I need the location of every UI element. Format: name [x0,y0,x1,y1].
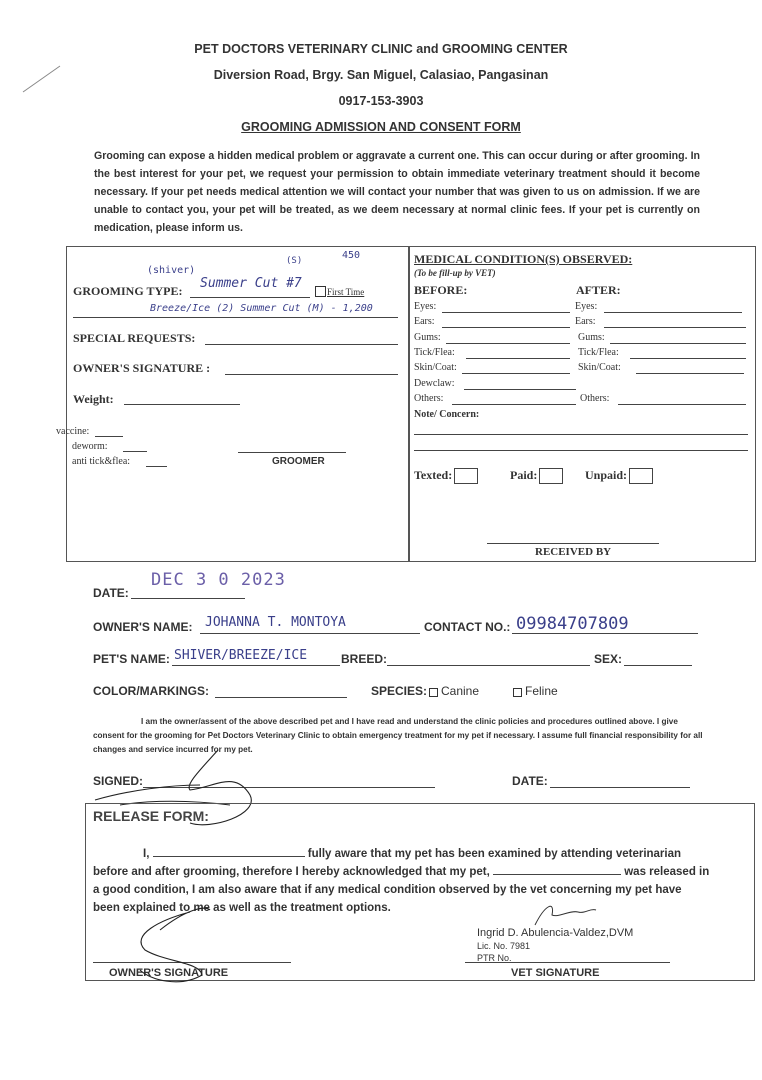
groomer-line [238,452,346,453]
after-row: Gums: [578,332,605,343]
canine-checkbox[interactable] [429,688,438,697]
owner-name-value: JOHANNA T. MONTOYA [205,615,346,630]
before-row: Tick/Flea: [414,347,455,358]
color-line[interactable] [215,697,347,698]
special-requests-label: SPECIAL REQUESTS: [73,331,196,345]
feline-checkbox[interactable] [513,688,522,697]
signed-label: SIGNED: [93,774,144,788]
vet-signature-scribble [530,900,600,930]
first-time-checkbox[interactable] [315,286,326,297]
release-i-label: I, [143,848,150,860]
release-text-1: fully aware that my pet has been examined by attending veterinarian [307,848,682,860]
signed-date-line[interactable] [550,787,690,788]
consent-paragraph: I am the owner/assent of the above described pet and I have read and understand the clinic policies and procedures outlined above. I give consent for the grooming for Pet Doctors Veterinary Clinic to obtain emergency treatment for my pet if necessary. I assume full financial responsibility for all changes and service incurred for my pet. [93,717,703,754]
before-line[interactable] [466,358,570,359]
release-text-2: before and after grooming, therefore I hereby acknowledged that my pet, [93,866,490,878]
received-by-line[interactable] [487,543,659,544]
breed-label: BREED: [341,652,388,666]
unpaid-label: Unpaid: [585,468,628,482]
release-text-4: a good condition, I am also aware that if any medical condition observed by the vet concerning my pet have [93,884,682,896]
date-label: DATE: [93,586,129,600]
deworm-label: deworm: [72,441,108,452]
after-line[interactable] [630,358,746,359]
pet-name-label: PET'S NAME: [93,652,170,666]
vet-signature-label: VET SIGNATURE [511,967,600,979]
after-row: Others: [580,393,610,404]
clinic-name: PET DOCTORS VETERINARY CLINIC and GROOMING CENTER [194,42,568,56]
after-row: Skin/Coat: [578,362,621,373]
price-one: 450 [342,250,361,261]
before-row: Gums: [414,332,441,343]
release-name-blank[interactable] [153,845,305,857]
unpaid-checkbox[interactable] [629,468,653,484]
anti-tick-label: anti tick&flea: [72,456,131,467]
before-line[interactable] [442,312,570,313]
note-line[interactable] [414,434,748,435]
paid-label: Paid: [510,468,538,482]
note-line[interactable] [414,450,748,451]
signed-date-label: DATE: [512,774,548,788]
after-label: AFTER: [576,283,621,297]
before-line[interactable] [462,373,570,374]
owner-name-label: OWNER'S NAME: [93,620,193,634]
color-label: COLOR/MARKINGS: [93,684,209,698]
before-label: BEFORE: [414,283,468,297]
grooming-type-value: Summer Cut #7 [200,276,302,291]
before-line[interactable] [452,404,576,405]
grooming-second-line: Breeze/Ice (2) Summer Cut (M) - 1,200 [150,303,373,314]
first-time-label: First Time [327,287,365,297]
owner-signature-label: OWNER'S SIGNATURE : [73,361,211,375]
intro-paragraph: Grooming can expose a hidden medical problem or aggravate a current one. This can occur during or after grooming. In the best interest for your pet, we request your permission to obtain immediate veterinary treatment should it become necessary. If your pet needs medical attention we will contact your number that was given to us on admission. If we are unable to contact you, your pet will be treated, as we deem necessary at normal clinic fees. If your pet is currently on medication, please inform us. [94,150,700,234]
anti-tick-line[interactable] [146,466,167,467]
grooming-type-line-2 [73,317,398,318]
groomer-label: GROOMER [272,456,325,467]
owner-release-scribble [120,900,230,990]
texted-field [414,468,478,484]
species-label: SPECIES: [371,684,428,698]
after-row: Tick/Flea: [578,347,619,358]
pen-mark [20,60,65,95]
received-by-label: RECEIVED BY [535,546,612,558]
deworm-line[interactable] [123,451,147,452]
after-line[interactable] [604,327,746,328]
before-line[interactable] [446,343,570,344]
date-stamp: DEC 3 0 2023 [151,570,286,590]
weight-label: Weight: [73,392,114,406]
s-note: (S) [286,256,303,266]
sex-line[interactable] [624,665,692,666]
owner-name-line[interactable] [200,633,420,634]
vet-lic: Lic. No. 7981 [477,941,531,951]
medical-title: MEDICAL CONDITION(S) OBSERVED: [414,252,633,266]
vet-ptr: PTR No. [477,953,512,963]
after-line[interactable] [618,404,746,405]
medical-subtitle: (To be fill-up by VET) [414,268,496,278]
after-line[interactable] [636,373,744,374]
texted-checkbox[interactable] [454,468,478,484]
breed-line[interactable] [387,665,590,666]
clinic-phone: 0917-153-3903 [338,94,424,108]
texted-label: Texted: [414,468,453,482]
release-text-5: been explained to me as well as the treatment options. [93,902,391,914]
after-row: Ears: [575,316,596,327]
vet-name: Ingrid D. Abulencia-Valdez,DVM [477,927,634,939]
contact-label: CONTACT NO.: [424,620,511,634]
date-line[interactable] [131,598,245,599]
owner-release-signature-label: OWNER'S SIGNATURE [109,967,229,979]
pet-name-line[interactable] [172,665,340,666]
pet-name-value: SHIVER/BREEZE/ICE [174,648,308,663]
owner-signature-line[interactable] [225,374,398,375]
after-row: Eyes: [575,301,598,312]
vet-signature-line[interactable] [465,962,670,963]
unpaid-field [585,468,653,484]
shiver-note: (shiver) [147,265,196,276]
before-line[interactable] [464,389,576,390]
before-row: Ears: [414,316,435,327]
before-line[interactable] [442,327,570,328]
before-row: Others: [414,393,444,404]
paid-checkbox[interactable] [539,468,563,484]
before-row: Skin/Coat: [414,362,457,373]
release-text-3: was released in [624,866,710,878]
paid-field [510,468,563,484]
before-row: Dewclaw: [414,378,455,389]
clinic-address: Diversion Road, Brgy. San Miguel, Calasiao, Pangasinan [213,68,549,82]
sex-label: SEX: [594,652,623,666]
release-pet-blank[interactable] [493,863,621,875]
vaccine-line[interactable] [95,436,123,437]
grooming-type-label: GROOMING TYPE: [73,284,183,298]
note-label: Note/ Concern: [414,409,480,420]
before-row: Eyes: [414,301,437,312]
after-line[interactable] [610,343,746,344]
vaccine-label: vaccine: [56,426,90,437]
grooming-type-line [190,297,310,298]
feline-label: Feline [525,684,558,698]
weight-line[interactable] [124,404,240,405]
canine-label: Canine [441,684,480,698]
release-title: RELEASE FORM: [93,808,209,824]
after-line[interactable] [604,312,742,313]
contact-value: 09984707809 [516,614,629,634]
special-requests-line[interactable] [205,344,398,345]
form-title: GROOMING ADMISSION AND CONSENT FORM [241,120,521,134]
